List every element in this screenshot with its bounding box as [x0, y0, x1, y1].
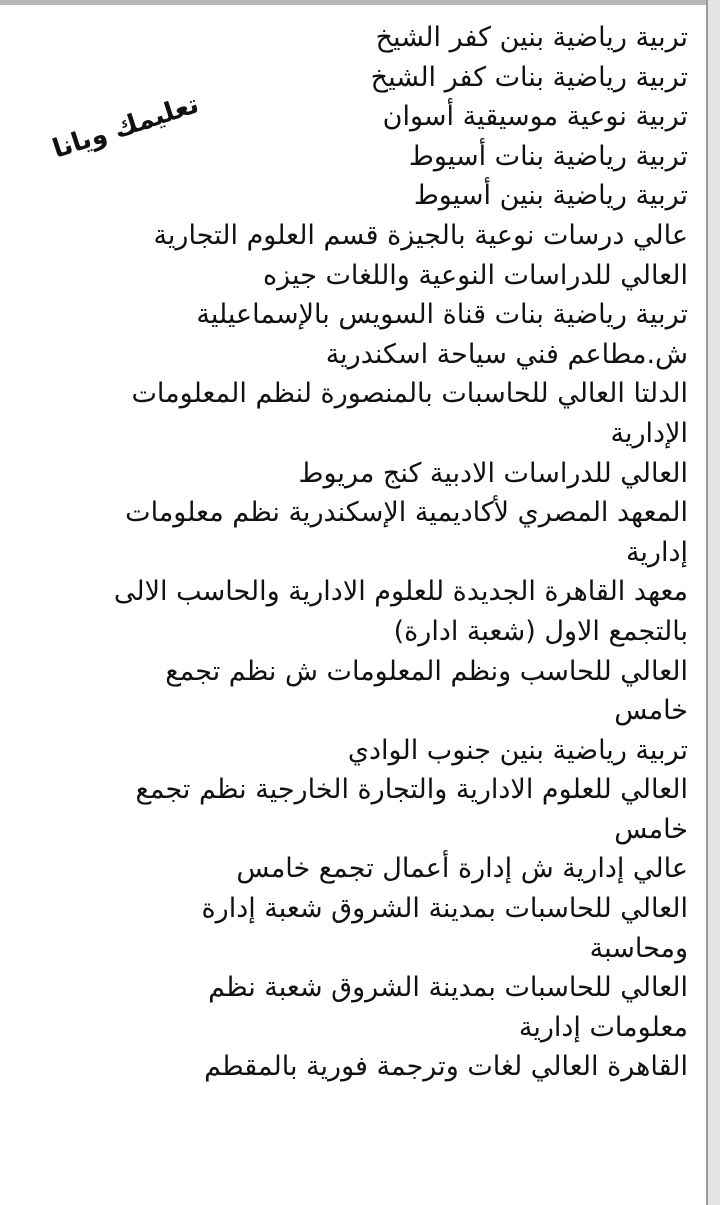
list-item-line: تربية نوعية موسيقية أسوان: [382, 101, 688, 133]
list-item-line: خامس: [614, 695, 688, 727]
list-item: [8, 1047, 688, 1087]
list-item: [8, 493, 688, 572]
list-item-line: العالي للدراسات الادبية كنج مريوط: [298, 457, 688, 489]
list-item: [8, 374, 688, 453]
list-item: [8, 968, 688, 1047]
list-item: [8, 770, 688, 849]
list-item: [8, 176, 688, 216]
list-item-line: عالي إدارية ش إدارة أعمال تجمع خامس: [236, 853, 688, 885]
list-item-line: خامس: [614, 813, 688, 845]
list-item-line: معهد القاهرة الجديدة للعلوم الادارية والحاسب الالى: [113, 576, 688, 608]
list-item: [8, 97, 688, 137]
list-item-line: العالي للدراسات النوعية واللغات جيزه: [263, 259, 688, 291]
list-item-line: تربية رياضية بنات أسيوط: [408, 140, 688, 172]
list-item: [8, 849, 688, 889]
list-item: [8, 731, 688, 771]
list-item-line: معلومات إدارية: [518, 1011, 688, 1043]
list-item-line: عالي درسات نوعية بالجيزة قسم العلوم التجارية: [153, 219, 688, 251]
list-item-line: بالتجمع الاول (شعبة ادارة): [393, 615, 688, 647]
list-item-line: العالي للحاسب ونظم المعلومات ش نظم تجمع: [165, 655, 688, 687]
list-item-line: تربية رياضية بنين جنوب الوادي: [347, 734, 688, 766]
list-item: [8, 889, 688, 968]
list-item-line: ش.مطاعم فني سياحة اسكندرية: [325, 338, 688, 370]
list-item: [8, 137, 688, 177]
list-item: [8, 18, 688, 58]
list-item-line: تربية رياضية بنات قناة السويس بالإسماعيلية: [196, 299, 688, 331]
list-item-line: الإدارية: [610, 417, 688, 449]
list-item: [8, 335, 688, 375]
list-item-line: العالي للحاسبات بمدينة الشروق شعبة إدارة: [201, 893, 688, 925]
top-edge: [0, 0, 720, 5]
list-item: [8, 216, 688, 256]
list-item-line: إدارية: [625, 536, 688, 568]
list-item: [8, 652, 688, 731]
list-item-line: القاهرة العالي لغات وترجمة فورية بالمقطم: [204, 1051, 688, 1083]
list-item-line: ومحاسبة: [589, 932, 688, 964]
watermark: تعليمك ويانا: [49, 89, 203, 165]
list-item-line: العالي للعلوم الادارية والتجارة الخارجية نظم تجمع: [135, 774, 688, 806]
list-item-line: العالي للحاسبات بمدينة الشروق شعبة نظم: [208, 972, 688, 1004]
list-item: [8, 256, 688, 296]
list-item: [8, 572, 688, 651]
list-item-line: المعهد المصري لأكاديمية الإسكندرية نظم معلومات: [125, 497, 688, 529]
scrollbar[interactable]: [706, 0, 720, 1205]
institute-list: [8, 18, 688, 1087]
list-item: [8, 58, 688, 98]
list-item: [8, 454, 688, 494]
list-item-line: تربية رياضية بنات كفر الشيخ: [370, 61, 688, 93]
list-item-line: تربية رياضية بنين كفر الشيخ: [375, 22, 688, 53]
list-item-line: الدلتا العالي للحاسبات بالمنصورة لنظم المعلومات: [131, 378, 688, 410]
list-item-line: تربية رياضية بنين أسيوط: [413, 180, 688, 212]
list-item: [8, 295, 688, 335]
